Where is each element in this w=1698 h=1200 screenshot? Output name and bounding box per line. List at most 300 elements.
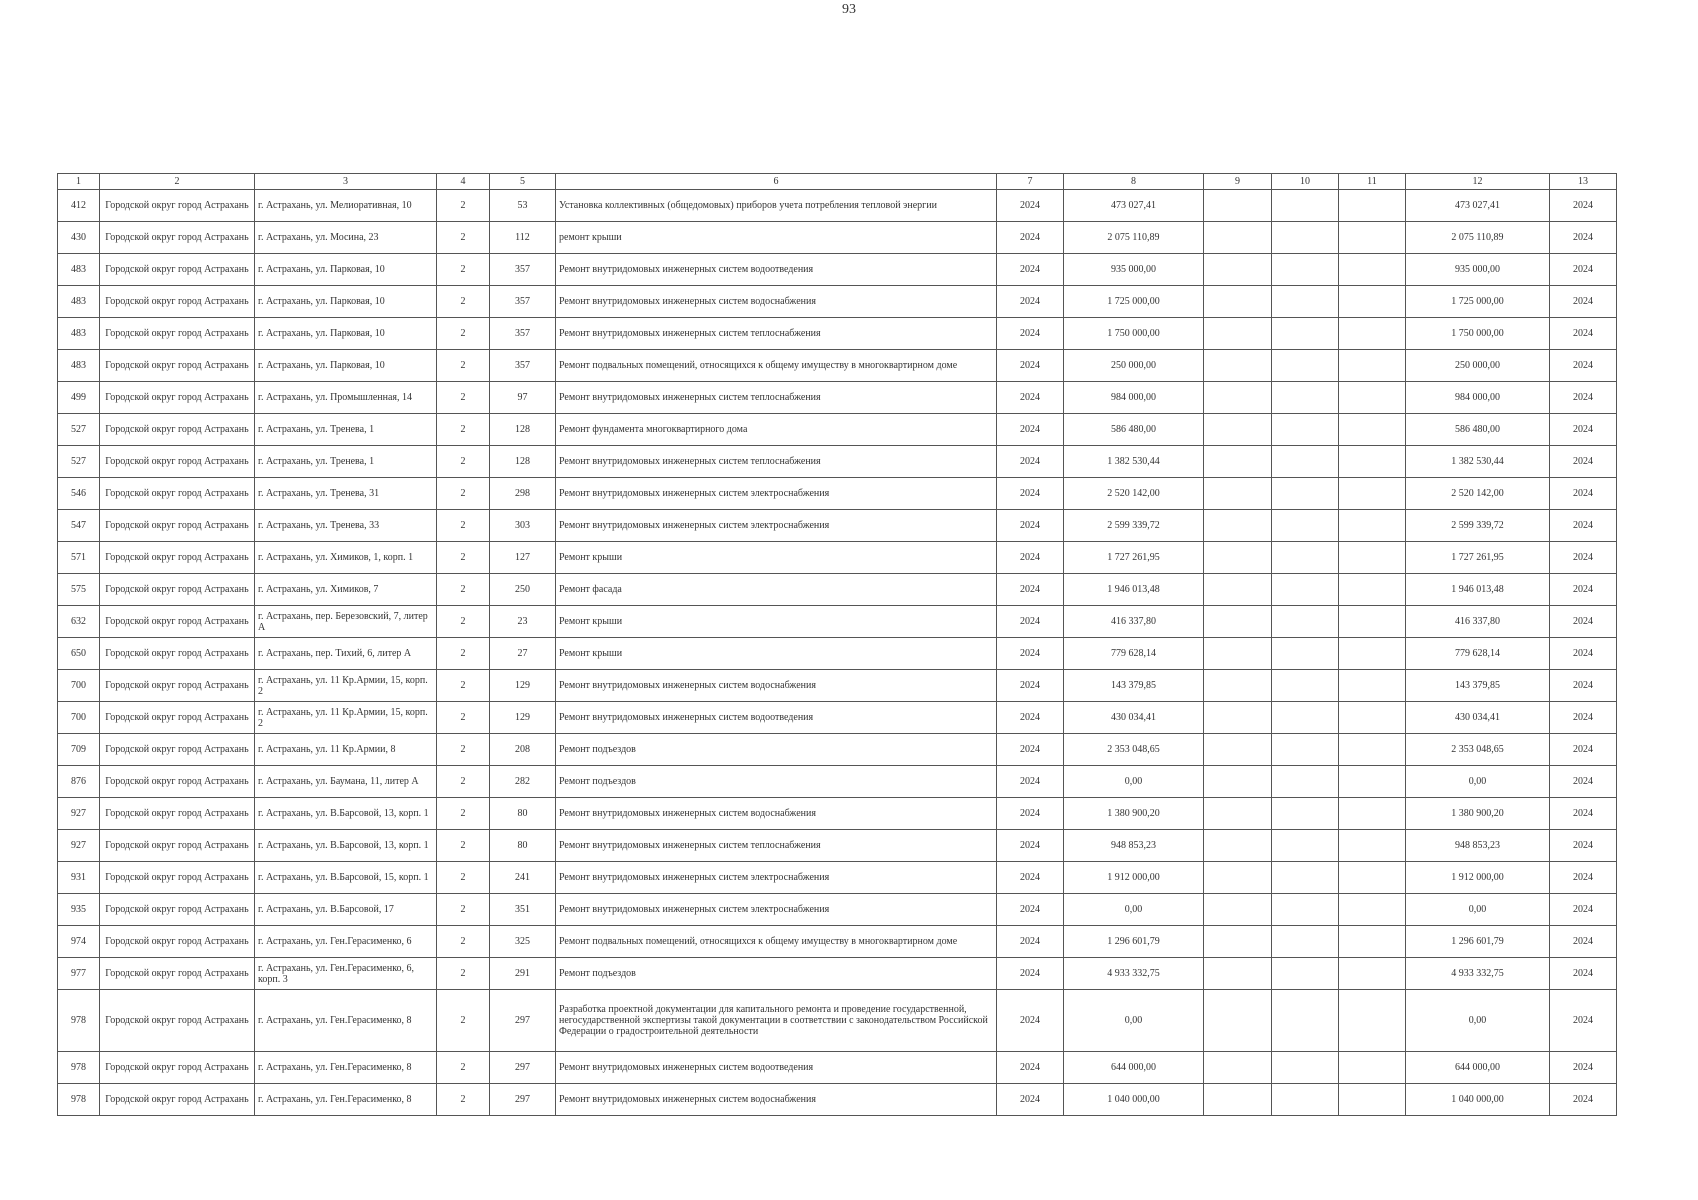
category-cell: 2: [437, 766, 490, 798]
year-cell: 2024: [997, 702, 1064, 734]
col9-cell: [1204, 670, 1272, 702]
cost-cell: 586 480,00: [1406, 414, 1550, 446]
col10-cell: [1272, 766, 1339, 798]
page-number: 93: [842, 2, 856, 17]
municipality-cell: Городской округ город Астрахань: [100, 350, 255, 382]
table-row: [58, 830, 1617, 862]
number-cell: 357: [490, 286, 556, 318]
col11-cell: [1339, 894, 1406, 926]
number-cell: 298: [490, 478, 556, 510]
col11-cell: [1339, 350, 1406, 382]
cost-cell: 0,00: [1406, 894, 1550, 926]
col9-cell: [1204, 478, 1272, 510]
house-id-cell: 483: [58, 318, 100, 350]
year-cell: 2024: [997, 958, 1064, 990]
table-row: [58, 478, 1617, 510]
house-id-cell: 935: [58, 894, 100, 926]
category-cell: 2: [437, 606, 490, 638]
address-cell: г. Астрахань, ул. В.Барсовой, 15, корп. 1: [255, 862, 437, 894]
work-type-cell: Ремонт подвальных помещений, относящихся к общему имуществу в многоквартирном доме: [556, 350, 997, 382]
work-type-cell: Ремонт внутридомовых инженерных систем водоснабжения: [556, 286, 997, 318]
cost-cell: 1 912 000,00: [1406, 862, 1550, 894]
table-row: [58, 382, 1617, 414]
col9-cell: [1204, 222, 1272, 254]
year-cell: 2024: [997, 638, 1064, 670]
col9-cell: [1204, 414, 1272, 446]
category-cell: 2: [437, 958, 490, 990]
municipality-cell: Городской округ город Астрахань: [100, 254, 255, 286]
column-header-8: 8: [1064, 174, 1204, 190]
house-id-cell: 547: [58, 510, 100, 542]
number-cell: 23: [490, 606, 556, 638]
cost-cell: 1 750 000,00: [1406, 318, 1550, 350]
municipality-cell: Городской округ город Астрахань: [100, 1052, 255, 1084]
col10-cell: [1272, 478, 1339, 510]
col10-cell: [1272, 382, 1339, 414]
cost-cell: 430 034,41: [1406, 702, 1550, 734]
end-year-cell: 2024: [1550, 446, 1617, 478]
category-cell: 2: [437, 1084, 490, 1116]
house-id-cell: 700: [58, 702, 100, 734]
year-cell: 2024: [997, 318, 1064, 350]
column-number-row: [58, 174, 1617, 190]
year-cell: 2024: [997, 286, 1064, 318]
col11-cell: [1339, 542, 1406, 574]
cost-cell: 1 380 900,20: [1406, 798, 1550, 830]
number-cell: 80: [490, 798, 556, 830]
col9-cell: [1204, 606, 1272, 638]
col10-cell: [1272, 734, 1339, 766]
house-id-cell: 546: [58, 478, 100, 510]
category-cell: 2: [437, 318, 490, 350]
municipality-cell: Городской округ город Астрахань: [100, 510, 255, 542]
municipality-cell: Городской округ город Астрахань: [100, 382, 255, 414]
cost-cell: 1 725 000,00: [1406, 286, 1550, 318]
year-cell: 2024: [997, 222, 1064, 254]
municipality-cell: Городской округ город Астрахань: [100, 1084, 255, 1116]
address-cell: г. Астрахань, ул. Тренева, 33: [255, 510, 437, 542]
end-year-cell: 2024: [1550, 702, 1617, 734]
table-row: [58, 286, 1617, 318]
cost-cell: 2 599 339,72: [1406, 510, 1550, 542]
col11-cell: [1339, 1052, 1406, 1084]
house-id-cell: 709: [58, 734, 100, 766]
address-cell: г. Астрахань, ул. Тренева, 1: [255, 446, 437, 478]
cost-cell: 984 000,00: [1406, 382, 1550, 414]
col11-cell: [1339, 1084, 1406, 1116]
address-cell: г. Астрахань, ул. Ген.Герасименко, 6, корп. 3: [255, 958, 437, 990]
column-header-10: 10: [1272, 174, 1339, 190]
work-type-cell: Разработка проектной документации для капитального ремонта и проведение государственной, негосударственной экспертизы такой документации в соответствии с законодательством Российской Федерации о градостроительной деятельности: [556, 990, 997, 1052]
municipality-cell: Городской округ город Астрахань: [100, 894, 255, 926]
address-cell: г. Астрахань, ул. Парковая, 10: [255, 254, 437, 286]
address-cell: г. Астрахань, ул. Тренева, 1: [255, 414, 437, 446]
end-year-cell: 2024: [1550, 222, 1617, 254]
address-cell: г. Астрахань, ул. Ген.Герасименко, 8: [255, 990, 437, 1052]
col10-cell: [1272, 638, 1339, 670]
address-cell: г. Астрахань, ул. В.Барсовой, 13, корп. 1: [255, 798, 437, 830]
municipality-cell: Городской округ город Астрахань: [100, 670, 255, 702]
table-row: [58, 798, 1617, 830]
col10-cell: [1272, 190, 1339, 222]
col9-cell: [1204, 990, 1272, 1052]
column-header-5: 5: [490, 174, 556, 190]
year-cell: 2024: [997, 1084, 1064, 1116]
cost-cell: 948 853,23: [1406, 830, 1550, 862]
total-cost-cell: 935 000,00: [1064, 254, 1204, 286]
number-cell: 27: [490, 638, 556, 670]
col11-cell: [1339, 862, 1406, 894]
work-type-cell: Ремонт внутридомовых инженерных систем водоотведения: [556, 1052, 997, 1084]
house-id-cell: 650: [58, 638, 100, 670]
municipality-cell: Городской округ город Астрахань: [100, 606, 255, 638]
work-type-cell: Ремонт внутридомовых инженерных систем теплоснабжения: [556, 318, 997, 350]
address-cell: г. Астрахань, ул. Ген.Герасименко, 8: [255, 1052, 437, 1084]
work-type-cell: ремонт крыши: [556, 222, 997, 254]
municipality-cell: Городской округ город Астрахань: [100, 862, 255, 894]
category-cell: 2: [437, 510, 490, 542]
column-header-11: 11: [1339, 174, 1406, 190]
col10-cell: [1272, 862, 1339, 894]
cost-cell: 473 027,41: [1406, 190, 1550, 222]
col10-cell: [1272, 254, 1339, 286]
total-cost-cell: 2 353 048,65: [1064, 734, 1204, 766]
address-cell: г. Астрахань, ул. 11 Кр.Армии, 15, корп. 2: [255, 670, 437, 702]
col11-cell: [1339, 318, 1406, 350]
column-header-6: 6: [556, 174, 997, 190]
number-cell: 129: [490, 702, 556, 734]
total-cost-cell: 779 628,14: [1064, 638, 1204, 670]
capital-repair-table: [57, 173, 1617, 1116]
year-cell: 2024: [997, 574, 1064, 606]
total-cost-cell: 2 599 339,72: [1064, 510, 1204, 542]
work-type-cell: Ремонт внутридомовых инженерных систем водоснабжения: [556, 1084, 997, 1116]
col10-cell: [1272, 574, 1339, 606]
house-id-cell: 412: [58, 190, 100, 222]
number-cell: 357: [490, 318, 556, 350]
col10-cell: [1272, 990, 1339, 1052]
end-year-cell: 2024: [1550, 830, 1617, 862]
year-cell: 2024: [997, 254, 1064, 286]
category-cell: 2: [437, 670, 490, 702]
year-cell: 2024: [997, 510, 1064, 542]
total-cost-cell: 0,00: [1064, 766, 1204, 798]
table-row: [58, 222, 1617, 254]
number-cell: 297: [490, 1084, 556, 1116]
col9-cell: [1204, 734, 1272, 766]
col11-cell: [1339, 702, 1406, 734]
table-row: [58, 702, 1617, 734]
end-year-cell: 2024: [1550, 958, 1617, 990]
number-cell: 129: [490, 670, 556, 702]
total-cost-cell: 984 000,00: [1064, 382, 1204, 414]
number-cell: 351: [490, 894, 556, 926]
table-row: [58, 574, 1617, 606]
col9-cell: [1204, 574, 1272, 606]
col10-cell: [1272, 958, 1339, 990]
col10-cell: [1272, 1052, 1339, 1084]
table-row: [58, 414, 1617, 446]
col11-cell: [1339, 446, 1406, 478]
year-cell: 2024: [997, 478, 1064, 510]
end-year-cell: 2024: [1550, 638, 1617, 670]
col9-cell: [1204, 702, 1272, 734]
table-row: [58, 318, 1617, 350]
total-cost-cell: 2 075 110,89: [1064, 222, 1204, 254]
address-cell: г. Астрахань, ул. Мелиоративная, 10: [255, 190, 437, 222]
house-id-cell: 978: [58, 1084, 100, 1116]
year-cell: 2024: [997, 766, 1064, 798]
col11-cell: [1339, 670, 1406, 702]
col9-cell: [1204, 350, 1272, 382]
cost-cell: 935 000,00: [1406, 254, 1550, 286]
year-cell: 2024: [997, 894, 1064, 926]
category-cell: 2: [437, 990, 490, 1052]
end-year-cell: 2024: [1550, 414, 1617, 446]
column-header-4: 4: [437, 174, 490, 190]
municipality-cell: Городской округ город Астрахань: [100, 478, 255, 510]
house-id-cell: 977: [58, 958, 100, 990]
col9-cell: [1204, 798, 1272, 830]
col11-cell: [1339, 830, 1406, 862]
address-cell: г. Астрахань, пер. Березовский, 7, литер А: [255, 606, 437, 638]
total-cost-cell: 1 750 000,00: [1064, 318, 1204, 350]
table-row: [58, 926, 1617, 958]
number-cell: 303: [490, 510, 556, 542]
col11-cell: [1339, 926, 1406, 958]
house-id-cell: 632: [58, 606, 100, 638]
table-row: [58, 542, 1617, 574]
number-cell: 127: [490, 542, 556, 574]
end-year-cell: 2024: [1550, 894, 1617, 926]
work-type-cell: Ремонт внутридомовых инженерных систем электроснабжения: [556, 894, 997, 926]
table-row: [58, 510, 1617, 542]
total-cost-cell: 948 853,23: [1064, 830, 1204, 862]
number-cell: 128: [490, 446, 556, 478]
col11-cell: [1339, 958, 1406, 990]
address-cell: г. Астрахань, ул. Химиков, 1, корп. 1: [255, 542, 437, 574]
year-cell: 2024: [997, 1052, 1064, 1084]
work-type-cell: Ремонт крыши: [556, 638, 997, 670]
category-cell: 2: [437, 862, 490, 894]
total-cost-cell: 473 027,41: [1064, 190, 1204, 222]
address-cell: г. Астрахань, ул. Парковая, 10: [255, 350, 437, 382]
address-cell: г. Астрахань, ул. 11 Кр.Армии, 15, корп. 2: [255, 702, 437, 734]
cost-cell: 416 337,80: [1406, 606, 1550, 638]
work-type-cell: Ремонт подвальных помещений, относящихся к общему имуществу в многоквартирном доме: [556, 926, 997, 958]
cost-cell: 2 353 048,65: [1406, 734, 1550, 766]
col11-cell: [1339, 798, 1406, 830]
cost-cell: 779 628,14: [1406, 638, 1550, 670]
address-cell: г. Астрахань, ул. Мосина, 23: [255, 222, 437, 254]
col11-cell: [1339, 414, 1406, 446]
col10-cell: [1272, 222, 1339, 254]
number-cell: 53: [490, 190, 556, 222]
municipality-cell: Городской округ город Астрахань: [100, 574, 255, 606]
col9-cell: [1204, 254, 1272, 286]
cost-cell: 4 933 332,75: [1406, 958, 1550, 990]
total-cost-cell: 416 337,80: [1064, 606, 1204, 638]
work-type-cell: Ремонт внутридомовых инженерных систем водоотведения: [556, 254, 997, 286]
municipality-cell: Городской округ город Астрахань: [100, 734, 255, 766]
end-year-cell: 2024: [1550, 542, 1617, 574]
total-cost-cell: 1 380 900,20: [1064, 798, 1204, 830]
end-year-cell: 2024: [1550, 318, 1617, 350]
house-id-cell: 978: [58, 1052, 100, 1084]
house-id-cell: 527: [58, 446, 100, 478]
year-cell: 2024: [997, 926, 1064, 958]
col10-cell: [1272, 798, 1339, 830]
col11-cell: [1339, 990, 1406, 1052]
end-year-cell: 2024: [1550, 670, 1617, 702]
cost-cell: 143 379,85: [1406, 670, 1550, 702]
cost-cell: 1 040 000,00: [1406, 1084, 1550, 1116]
category-cell: 2: [437, 734, 490, 766]
table-body: [58, 190, 1617, 1116]
col10-cell: [1272, 894, 1339, 926]
end-year-cell: 2024: [1550, 286, 1617, 318]
number-cell: 325: [490, 926, 556, 958]
col9-cell: [1204, 766, 1272, 798]
col11-cell: [1339, 478, 1406, 510]
total-cost-cell: 1 382 530,44: [1064, 446, 1204, 478]
col11-cell: [1339, 574, 1406, 606]
municipality-cell: Городской округ город Астрахань: [100, 318, 255, 350]
col10-cell: [1272, 830, 1339, 862]
municipality-cell: Городской округ город Астрахань: [100, 830, 255, 862]
column-header-13: 13: [1550, 174, 1617, 190]
house-id-cell: 499: [58, 382, 100, 414]
number-cell: 208: [490, 734, 556, 766]
number-cell: 297: [490, 990, 556, 1052]
total-cost-cell: 644 000,00: [1064, 1052, 1204, 1084]
year-cell: 2024: [997, 990, 1064, 1052]
category-cell: 2: [437, 894, 490, 926]
category-cell: 2: [437, 1052, 490, 1084]
col9-cell: [1204, 446, 1272, 478]
municipality-cell: Городской округ город Астрахань: [100, 638, 255, 670]
municipality-cell: Городской округ город Астрахань: [100, 286, 255, 318]
table-row: [58, 894, 1617, 926]
column-header-9: 9: [1204, 174, 1272, 190]
col10-cell: [1272, 606, 1339, 638]
col10-cell: [1272, 350, 1339, 382]
address-cell: г. Астрахань, ул. Парковая, 10: [255, 286, 437, 318]
column-header-2: 2: [100, 174, 255, 190]
col11-cell: [1339, 638, 1406, 670]
col9-cell: [1204, 638, 1272, 670]
municipality-cell: Городской округ город Астрахань: [100, 222, 255, 254]
house-id-cell: 571: [58, 542, 100, 574]
municipality-cell: Городской округ город Астрахань: [100, 990, 255, 1052]
total-cost-cell: 430 034,41: [1064, 702, 1204, 734]
col10-cell: [1272, 286, 1339, 318]
cost-cell: 0,00: [1406, 990, 1550, 1052]
category-cell: 2: [437, 286, 490, 318]
work-type-cell: Ремонт внутридомовых инженерных систем теплоснабжения: [556, 446, 997, 478]
work-type-cell: Ремонт подъездов: [556, 766, 997, 798]
col9-cell: [1204, 286, 1272, 318]
total-cost-cell: 1 296 601,79: [1064, 926, 1204, 958]
municipality-cell: Городской округ город Астрахань: [100, 798, 255, 830]
number-cell: 97: [490, 382, 556, 414]
col9-cell: [1204, 1052, 1272, 1084]
col10-cell: [1272, 446, 1339, 478]
category-cell: 2: [437, 382, 490, 414]
municipality-cell: Городской округ город Астрахань: [100, 190, 255, 222]
municipality-cell: Городской округ город Астрахань: [100, 766, 255, 798]
total-cost-cell: 586 480,00: [1064, 414, 1204, 446]
total-cost-cell: 250 000,00: [1064, 350, 1204, 382]
col9-cell: [1204, 510, 1272, 542]
col10-cell: [1272, 318, 1339, 350]
work-type-cell: Ремонт крыши: [556, 542, 997, 574]
house-id-cell: 483: [58, 286, 100, 318]
col9-cell: [1204, 894, 1272, 926]
col9-cell: [1204, 862, 1272, 894]
col9-cell: [1204, 958, 1272, 990]
number-cell: 112: [490, 222, 556, 254]
col9-cell: [1204, 926, 1272, 958]
end-year-cell: 2024: [1550, 510, 1617, 542]
work-type-cell: Ремонт внутридомовых инженерных систем электроснабжения: [556, 862, 997, 894]
year-cell: 2024: [997, 798, 1064, 830]
cost-cell: 250 000,00: [1406, 350, 1550, 382]
col10-cell: [1272, 702, 1339, 734]
col9-cell: [1204, 382, 1272, 414]
work-type-cell: Ремонт крыши: [556, 606, 997, 638]
address-cell: г. Астрахань, пер. Тихий, 6, литер А: [255, 638, 437, 670]
col10-cell: [1272, 926, 1339, 958]
work-type-cell: Ремонт внутридомовых инженерных систем водоотведения: [556, 702, 997, 734]
end-year-cell: 2024: [1550, 798, 1617, 830]
table-row: [58, 254, 1617, 286]
address-cell: г. Астрахань, ул. Промышленная, 14: [255, 382, 437, 414]
col11-cell: [1339, 766, 1406, 798]
col10-cell: [1272, 414, 1339, 446]
house-id-cell: 876: [58, 766, 100, 798]
category-cell: 2: [437, 542, 490, 574]
house-id-cell: 527: [58, 414, 100, 446]
address-cell: г. Астрахань, ул. В.Барсовой, 17: [255, 894, 437, 926]
municipality-cell: Городской округ город Астрахань: [100, 702, 255, 734]
col10-cell: [1272, 670, 1339, 702]
table-row: [58, 350, 1617, 382]
number-cell: 241: [490, 862, 556, 894]
category-cell: 2: [437, 350, 490, 382]
municipality-cell: Городской округ город Астрахань: [100, 414, 255, 446]
municipality-cell: Городской округ город Астрахань: [100, 542, 255, 574]
col11-cell: [1339, 382, 1406, 414]
total-cost-cell: 1 725 000,00: [1064, 286, 1204, 318]
end-year-cell: 2024: [1550, 990, 1617, 1052]
column-header-12: 12: [1406, 174, 1550, 190]
category-cell: 2: [437, 798, 490, 830]
col11-cell: [1339, 734, 1406, 766]
address-cell: г. Астрахань, ул. Ген.Герасименко, 8: [255, 1084, 437, 1116]
table-row: [58, 638, 1617, 670]
end-year-cell: 2024: [1550, 574, 1617, 606]
total-cost-cell: 1 040 000,00: [1064, 1084, 1204, 1116]
col9-cell: [1204, 830, 1272, 862]
category-cell: 2: [437, 574, 490, 606]
address-cell: г. Астрахань, ул. Баумана, 11, литер А: [255, 766, 437, 798]
cost-cell: 1 296 601,79: [1406, 926, 1550, 958]
work-type-cell: Ремонт подъездов: [556, 734, 997, 766]
year-cell: 2024: [997, 670, 1064, 702]
year-cell: 2024: [997, 862, 1064, 894]
col11-cell: [1339, 254, 1406, 286]
